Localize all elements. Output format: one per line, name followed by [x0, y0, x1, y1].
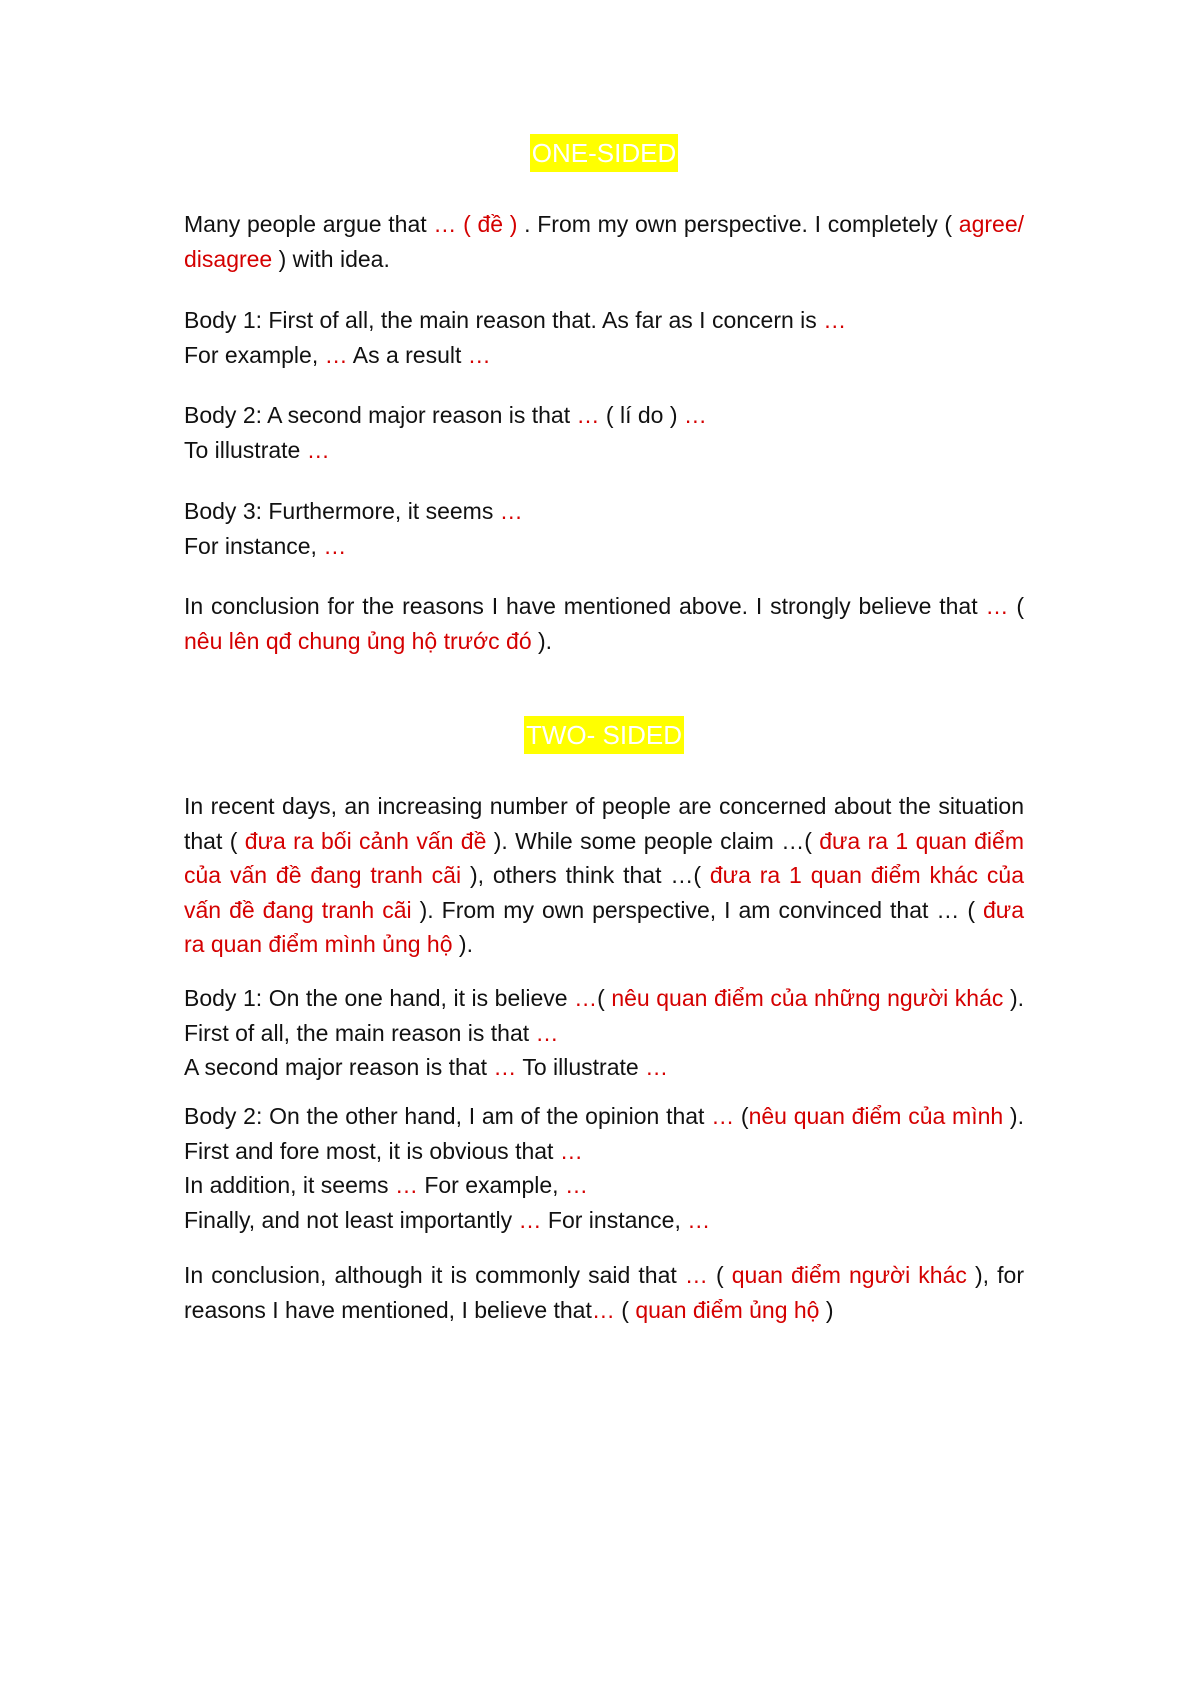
conclusion-placeholder: …: [985, 593, 1009, 619]
body-placeholder: …: [564, 1172, 588, 1198]
intro-hint: đưa ra bối cảnh vấn đề: [244, 827, 487, 854]
body-hint: nêu quan điểm của mình: [748, 1103, 1004, 1129]
body-placeholder: …: [687, 1206, 711, 1233]
conclusion-hint: quan điểm người khác: [731, 1262, 967, 1288]
body-text: Body 2: A second major reason is that: [184, 402, 577, 428]
body-paragraph: [184, 981, 1024, 1050]
body-placeholder: …: [645, 1054, 669, 1080]
intro-text: ). From my own perspective, I am convinced that … (: [411, 896, 984, 923]
body-text: In addition, it seems: [184, 1172, 395, 1198]
intro-topic-placeholder: … ( đề ): [433, 211, 518, 237]
conclusion-paragraph: [184, 1258, 1024, 1327]
body-text: To illustrate: [184, 436, 307, 463]
intro-text: . From my own perspective. I completely (: [517, 211, 959, 237]
conclusion-text: In conclusion, although it is commonly said that: [184, 1262, 685, 1288]
intro-text: ), others think that …(: [461, 862, 710, 888]
conclusion-hint: nêu lên qđ chung ủng hộ trước đó: [184, 627, 532, 654]
body-placeholder: …: [574, 985, 598, 1011]
one-sided-intro-paragraph: [184, 207, 1024, 276]
two-sided-body-1: [184, 981, 1024, 1085]
body-placeholder: …: [576, 402, 600, 428]
conclusion-text: ), for reasons I have mentioned, I believe that: [184, 1262, 1025, 1323]
body-line: [184, 1203, 1024, 1238]
two-sided-heading: TWO- SIDED: [524, 716, 684, 754]
body-text: A second major reason is that: [184, 1054, 494, 1080]
intro-hint: đưa ra 1 quan điểm khác của vấn đề đang tranh cãi: [184, 862, 1025, 923]
one-sided-heading-wrap: [184, 134, 1024, 168]
body-text: Body 1: On the one hand, it is believe: [184, 985, 575, 1011]
body-text: ). First of all, the main reason is that: [184, 985, 1025, 1046]
body-line: [184, 433, 1024, 468]
body-placeholder: …: [394, 1172, 418, 1198]
one-sided-heading: ONE-SIDED: [530, 134, 678, 172]
body-placeholder: …: [535, 1019, 559, 1046]
intro-hint: đưa ra 1 quan điểm của vấn đề đang tranh cãi: [184, 827, 1024, 888]
body-text: ). First and fore most, it is obvious that: [184, 1103, 1024, 1164]
body-text: As a result: [347, 341, 468, 368]
intro-stance-options: agree/ disagree: [184, 211, 1025, 272]
body-placeholder: …: [499, 498, 523, 524]
body-placeholder: …: [683, 402, 707, 428]
body-line: [184, 529, 1024, 564]
body-line: [184, 303, 1024, 338]
body-placeholder: …: [323, 532, 347, 559]
conclusion-text: (: [614, 1296, 636, 1323]
two-sided-intro-paragraph: [184, 789, 1024, 962]
body-hint: nêu quan điểm của những người khác: [611, 985, 1004, 1011]
conclusion-placeholder: …: [591, 1296, 615, 1323]
body-placeholder: …: [559, 1137, 583, 1164]
one-sided-intro: [184, 207, 1024, 276]
body-placeholder: …: [711, 1103, 735, 1129]
body-text: Body 3: Furthermore, it seems: [184, 498, 500, 524]
body-paragraph: [184, 1099, 1024, 1168]
body-text: For example,: [417, 1172, 565, 1198]
one-sided-conclusion: [184, 589, 1024, 658]
two-sided-intro: [184, 789, 1024, 962]
intro-text: ) with idea.: [272, 245, 390, 272]
body-text: (: [734, 1103, 749, 1129]
body-placeholder: …: [324, 341, 348, 368]
two-sided-body-2: [184, 1099, 1024, 1237]
body-line: [184, 494, 1024, 529]
body-text: For instance,: [184, 532, 324, 559]
conclusion-hint: quan điểm ủng hộ: [635, 1296, 820, 1323]
body-line: [184, 1050, 1024, 1085]
conclusion-text: In conclusion for the reasons I have mentioned above. I strongly believe that: [184, 593, 986, 619]
body-text: For example,: [184, 341, 325, 368]
body-text: Body 1: First of all, the main reason that. As far as I concern is: [184, 307, 824, 333]
body-text: Body 2: On the other hand, I am of the opinion that: [184, 1103, 712, 1129]
one-sided-body-2: [184, 398, 1024, 467]
intro-hint: đưa ra quan điểm mình ủng hộ: [184, 896, 1024, 957]
body-text: ( lí do ): [599, 402, 684, 428]
conclusion-placeholder: …: [684, 1262, 708, 1288]
body-text: For instance,: [541, 1206, 688, 1233]
body-placeholder: …: [493, 1054, 517, 1080]
body-placeholder: …: [467, 341, 491, 368]
body-placeholder: …: [306, 436, 330, 463]
conclusion-text: ).: [531, 627, 553, 654]
conclusion-text: (: [1008, 593, 1024, 619]
body-placeholder: …: [518, 1206, 542, 1233]
body-text: (: [597, 985, 612, 1011]
body-placeholder: …: [823, 307, 847, 333]
conclusion-paragraph: [184, 589, 1024, 658]
two-sided-heading-wrap: [184, 716, 1024, 750]
one-sided-body-1: [184, 303, 1024, 372]
intro-text: In recent days, an increasing number of people are concerned about the situation that (: [184, 793, 1024, 854]
body-text: To illustrate: [516, 1054, 646, 1080]
intro-text: ).: [452, 931, 473, 957]
one-sided-body-3: [184, 494, 1024, 563]
body-text: Finally, and not least importantly: [184, 1206, 519, 1233]
body-line: [184, 1168, 1024, 1203]
body-line: [184, 398, 1024, 433]
two-sided-conclusion: [184, 1258, 1024, 1327]
conclusion-text: ): [819, 1296, 834, 1323]
body-line: [184, 338, 1024, 373]
intro-text: ). While some people claim …(: [486, 827, 820, 854]
intro-text: Many people argue that: [184, 211, 434, 237]
conclusion-text: (: [707, 1262, 732, 1288]
